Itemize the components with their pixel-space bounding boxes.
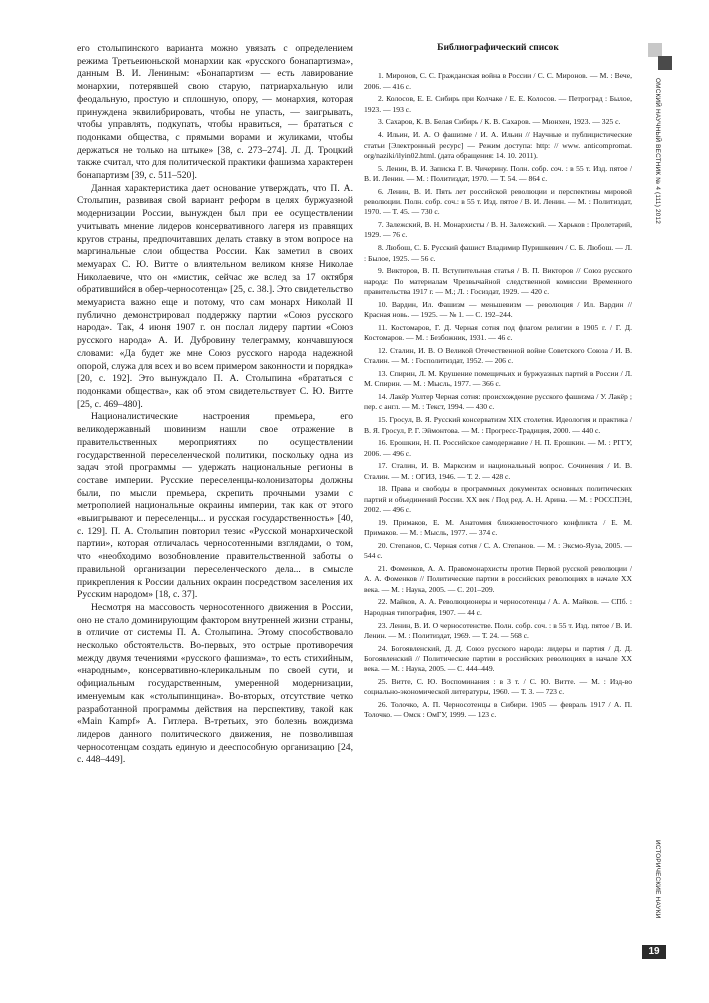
paragraph: Данная характеристика дает основание утверждать, что П. А. Столыпин, развивая свой вариант реформ в целях буржуазной модернизации России, вынужден был при ее осуществлении учитывать мнение лидеров консервативного лагеря из правящих кругов страны, предпочитавших делать ставку в этом вопросе на маргинальные слои общества России. Как заметил в своих мемуарах С. Ю. Витте о влиятельном великом князе Николае Николаевиче, что он «мистик, сейчас же вслед за 17 октября обратившийся в обер-черносотенца» [25, с. 38.]. Это свидетельство мемуариста важно еще и потому, что сам монарх Николай II публично демонстрировал поддержку партии «Союз русского народа». Так, 4 июня 1907 г. он послал лидеру партии «Союз русского народа» А. И. Дубровину телеграмму, кончавшуюся словами: «Да будет же мне Союз русского народа надежной опорой, служа для всех и во всем примером законности и порядка» [20, с. 192]. Это вынуждало П. А. Столыпина «брататься с подонками общества», как об этом свидетельствует С. Ю. Витте [25, с. 469–480]. xyxy=(77,182,353,410)
bibliography-item: 16. Ерошкин, Н. П. Российское самодержавие / Н. П. Ерошкин. — М. : РГГУ, 2006. — 496 с. xyxy=(364,438,632,458)
bibliography-item: 17. Сталин, И. В. Марксизм и национальный вопрос. Сочинения / И. В. Сталин. — М. : ОГИЗ, 1946. — Т. 2. — 428 с. xyxy=(364,461,632,481)
bibliography-item: 24. Богоявленский, Д. Д. Союз русского народа: лидеры и партия / Д. Д. Богоявленский // Политические партии в российских революциях в начале XX века. — М. : Наука, 2005. — С. 444–449. xyxy=(364,643,632,674)
bibliography-item: 1. Миронов, С. С. Гражданская война в России / С. С. Миронов. — М. : Вече, 2006. — 416 с. xyxy=(364,71,632,91)
bibliography-item: 7. Залежский, В. Н. Монархисты / В. Н. Залежский. — Харьков : Пролетарий, 1929. — 76 с. xyxy=(364,220,632,240)
bibliography-item: 19. Примаков, Е. М. Анатомия ближневосточного конфликта / Е. М. Примаков. — М. : Мысль, 1977. — 374 с. xyxy=(364,517,632,538)
paragraph: его столыпинского варианта можно увязать с определением режима Третьеиюньской монархии как «русского бонапартизма», данным В. И. Лениным: «Бонапартизм — есть лавирование монархии, потерявшей свою старую, патриархальную или феодальную, простую и сплошную, опору, — монархия, которая принуждена эквилибрировать, чтобы не упасть, — заигрывать, чтобы управлять, подкупать, чтобы нравиться, — брататься с подонками общества, с прямыми ворами и жуликами, чтобы держаться не только на штыке» [38, с. 273–274]. Л. Д. Троцкий также считал, что для политической практики фашизма характерен бонапартизм [39, с. 511–520]. xyxy=(77,43,353,182)
bibliography-item: 10. Вардин, Ил. Фашизм — меньшевизм — революция / Ил. Вардин // Красная новь. — 1925. — № 1. — С. 192–244. xyxy=(364,299,632,320)
decorative-square-light xyxy=(648,43,662,57)
journal-running-head: ОМСКИЙ НАУЧНЫЙ ВЕСТНИК № 4 (111) 2012 xyxy=(654,78,661,225)
article-body xyxy=(77,43,353,767)
bibliography-item: 3. Сахаров, К. В. Белая Сибирь / К. В. Сахаров. — Мюнхен, 1923. — 325 с. xyxy=(378,117,621,127)
bibliography-item: 20. Степанов, С. Черная сотня / С. А. Степанов. — М. : Эксмо-Яуза, 2005. — 544 с. xyxy=(364,540,632,561)
bibliography-item: 13. Спирин, Л. М. Крушение помещичьих и буржуазных партий в России / Л. М. Спирин. — М. : Мысль, 1977. — 366 с. xyxy=(364,369,632,389)
bibliography-item: 22. Майков, А. А. Революционеры и черносотенцы / А. А. Майков. — СПб. : Народная типография, 1907. — 44 с. xyxy=(364,597,632,617)
bibliography-item: 5. Ленин, В. И. Записка Г. В. Чичерину. Полн. собр. соч. : в 55 т. Изд. пятое / В. И. Ленин. — М. : Политиздат, 1970. — Т. 54. — 864 с. xyxy=(364,163,632,183)
bibliography-item: 11. Костомаров, Г. Д. Черная сотня под флагом религии в 1905 г. / Г. Д. Костомаров. — М. : Безбожник, 1931. — 46 с. xyxy=(364,322,632,343)
bibliography-item: 12. Сталин, И. В. О Великой Отечественной войне Советского Союза / И. В. Сталин. — М. : Госполитиздат, 1952. — 206 с. xyxy=(364,345,632,366)
bibliography-item: 21. Фоменков, А. А. Правомонархисты против Первой русской революции / А. А. Фоменков // Политические партии в российских революциях в начале XX века. — М. : Наука, 2005. — С. 201–209. xyxy=(364,564,632,594)
bibliography-item: 14. Лакёр Уолтер Черная сотня: происхождение русского фашизма / У. Лакёр ; пер. с англ. — М. : Текст, 1994. — 430 с. xyxy=(364,392,632,412)
bibliography-item: 25. Витте, С. Ю. Воспоминания : в 3 т. / С. Ю. Витте. — М. : Изд-во социально-экономической литературы, 1960. — Т. 3. — 723 с. xyxy=(364,677,632,697)
bibliography-title: Библиографический список xyxy=(437,42,559,53)
bibliography-item: 18. Права и свободы в программных документах основных политических партий и объединений России. XX век / Под ред. А. Н. Арина. — М. : РОССПЭН, 2002. — 496 с. xyxy=(364,484,632,515)
page-number: 19 xyxy=(642,945,666,959)
bibliography-item: 6. Ленин, В. И. Пять лет российской революции и перспективы мировой революции. Полн. собр. соч.: в 55 т. Изд. пятое / В. И. Ленин. — М. : Политиздат, 1970. — Т. 45. — 730 с. xyxy=(364,186,632,217)
bibliography-item: 4. Ильин, И. А. О фашизме / И. А. Ильин // Научные и публицистические статьи [Электронный ресурс] — Режим доступа: http: // www. anticompromat. org/naziki/ilyin02.html. (дата обращения: 14. 10. 2011). xyxy=(364,130,632,160)
bibliography-item: 23. Ленин, В. И. О черносотенстве. Полн. собр. соч. : в 55 т. Изд. пятое / В. И. Ленин. — М. : Политиздат, 1969. — Т. 24. — 568 с. xyxy=(364,620,632,640)
bibliography-item: 2. Колосов, Е. Е. Сибирь при Колчаке / Е. Е. Колосов. — Петроград : Былое, 1923. — 193 с. xyxy=(364,94,632,114)
decorative-square-dark xyxy=(658,56,672,70)
bibliography xyxy=(364,43,632,723)
bibliography-item: 8. Любош, С. Б. Русский фашист Владимир Пуришкевич / С. Б. Любош. — Л. : Былое, 1925. — 56 с. xyxy=(364,243,632,263)
bibliography-item: 26. Толочко, А. П. Черносотенцы в Сибири. 1905 — февраль 1917 / А. П. Толочко. — Омск : ОмГУ, 1999. — 123 с. xyxy=(364,700,632,720)
paragraph: Несмотря на массовость черносотенного движения в России, оно не стало доминирующим фактором внутренней жизни страны, в отличие от системы П. А. Столыпина. Этому способствовало несколько обстоятельств. Во-первых, это острые противоречия между двумя течениями «русского фашизма», то есть стихийным, «народным», консервативно-клерикальным по своей сути, и официальным государственным, умеренной модернизации, именуемым как «столыпинщина». Во-вторых, отсутствие четко разработанной программы действия на перспективу, такой как «Main Kampf» А. Гитлера. В-третьих, это болезнь вождизма лидеров данного политического движения, не позволившая черносотенцам создать единую и дееспособную организацию [24, с. 448–449]. xyxy=(77,601,353,766)
section-running-head: ИСТОРИЧЕСКИЕ НАУКИ xyxy=(654,840,661,919)
bibliography-item: 15. Гросул, В. Я. Русский консерватизм XIX столетия. Идеология и практика / В. Я. Гросул, Р. Г. Эймонтова. — М. : Прогресс-Традиция, 2000. — 440 с. xyxy=(364,415,632,435)
paragraph: Националистические настроения премьера, его великодержавный шовинизм нашли свое отражение в правительственных мероприятиях по осуществлении государственной переселенческой политики, поскольку одна из задач этой программы — удержать национальные регионы в составе империи. Русские переселенцы-колонизаторы должны были, по мысли премьера, скрепить прочными узами с метрополией национальные окраины империи, так как от этого «выигрывают и переселенцы... и русская государственность» [40, с. 129]. П. А. Столыпин повторил тезис «Русской монархической партии», которая отличалась черносотенными взглядами, о том, что «необходимо возобновление правительственной заботы о правильной организации переселенческого дела... в смысле прикрепления к России дальних окраин посредством заселения их Русским народом» [18, с. 37]. xyxy=(77,411,353,601)
bibliography-item: 9. Викторов, В. П. Вступительная статья / В. П. Викторов // Союз русского народа: По материалам Чрезвычайной следственной комиссии Временного правительства 1917 г. — М.; Л. : Госиздат, 1929. — 420 с. xyxy=(364,266,632,296)
